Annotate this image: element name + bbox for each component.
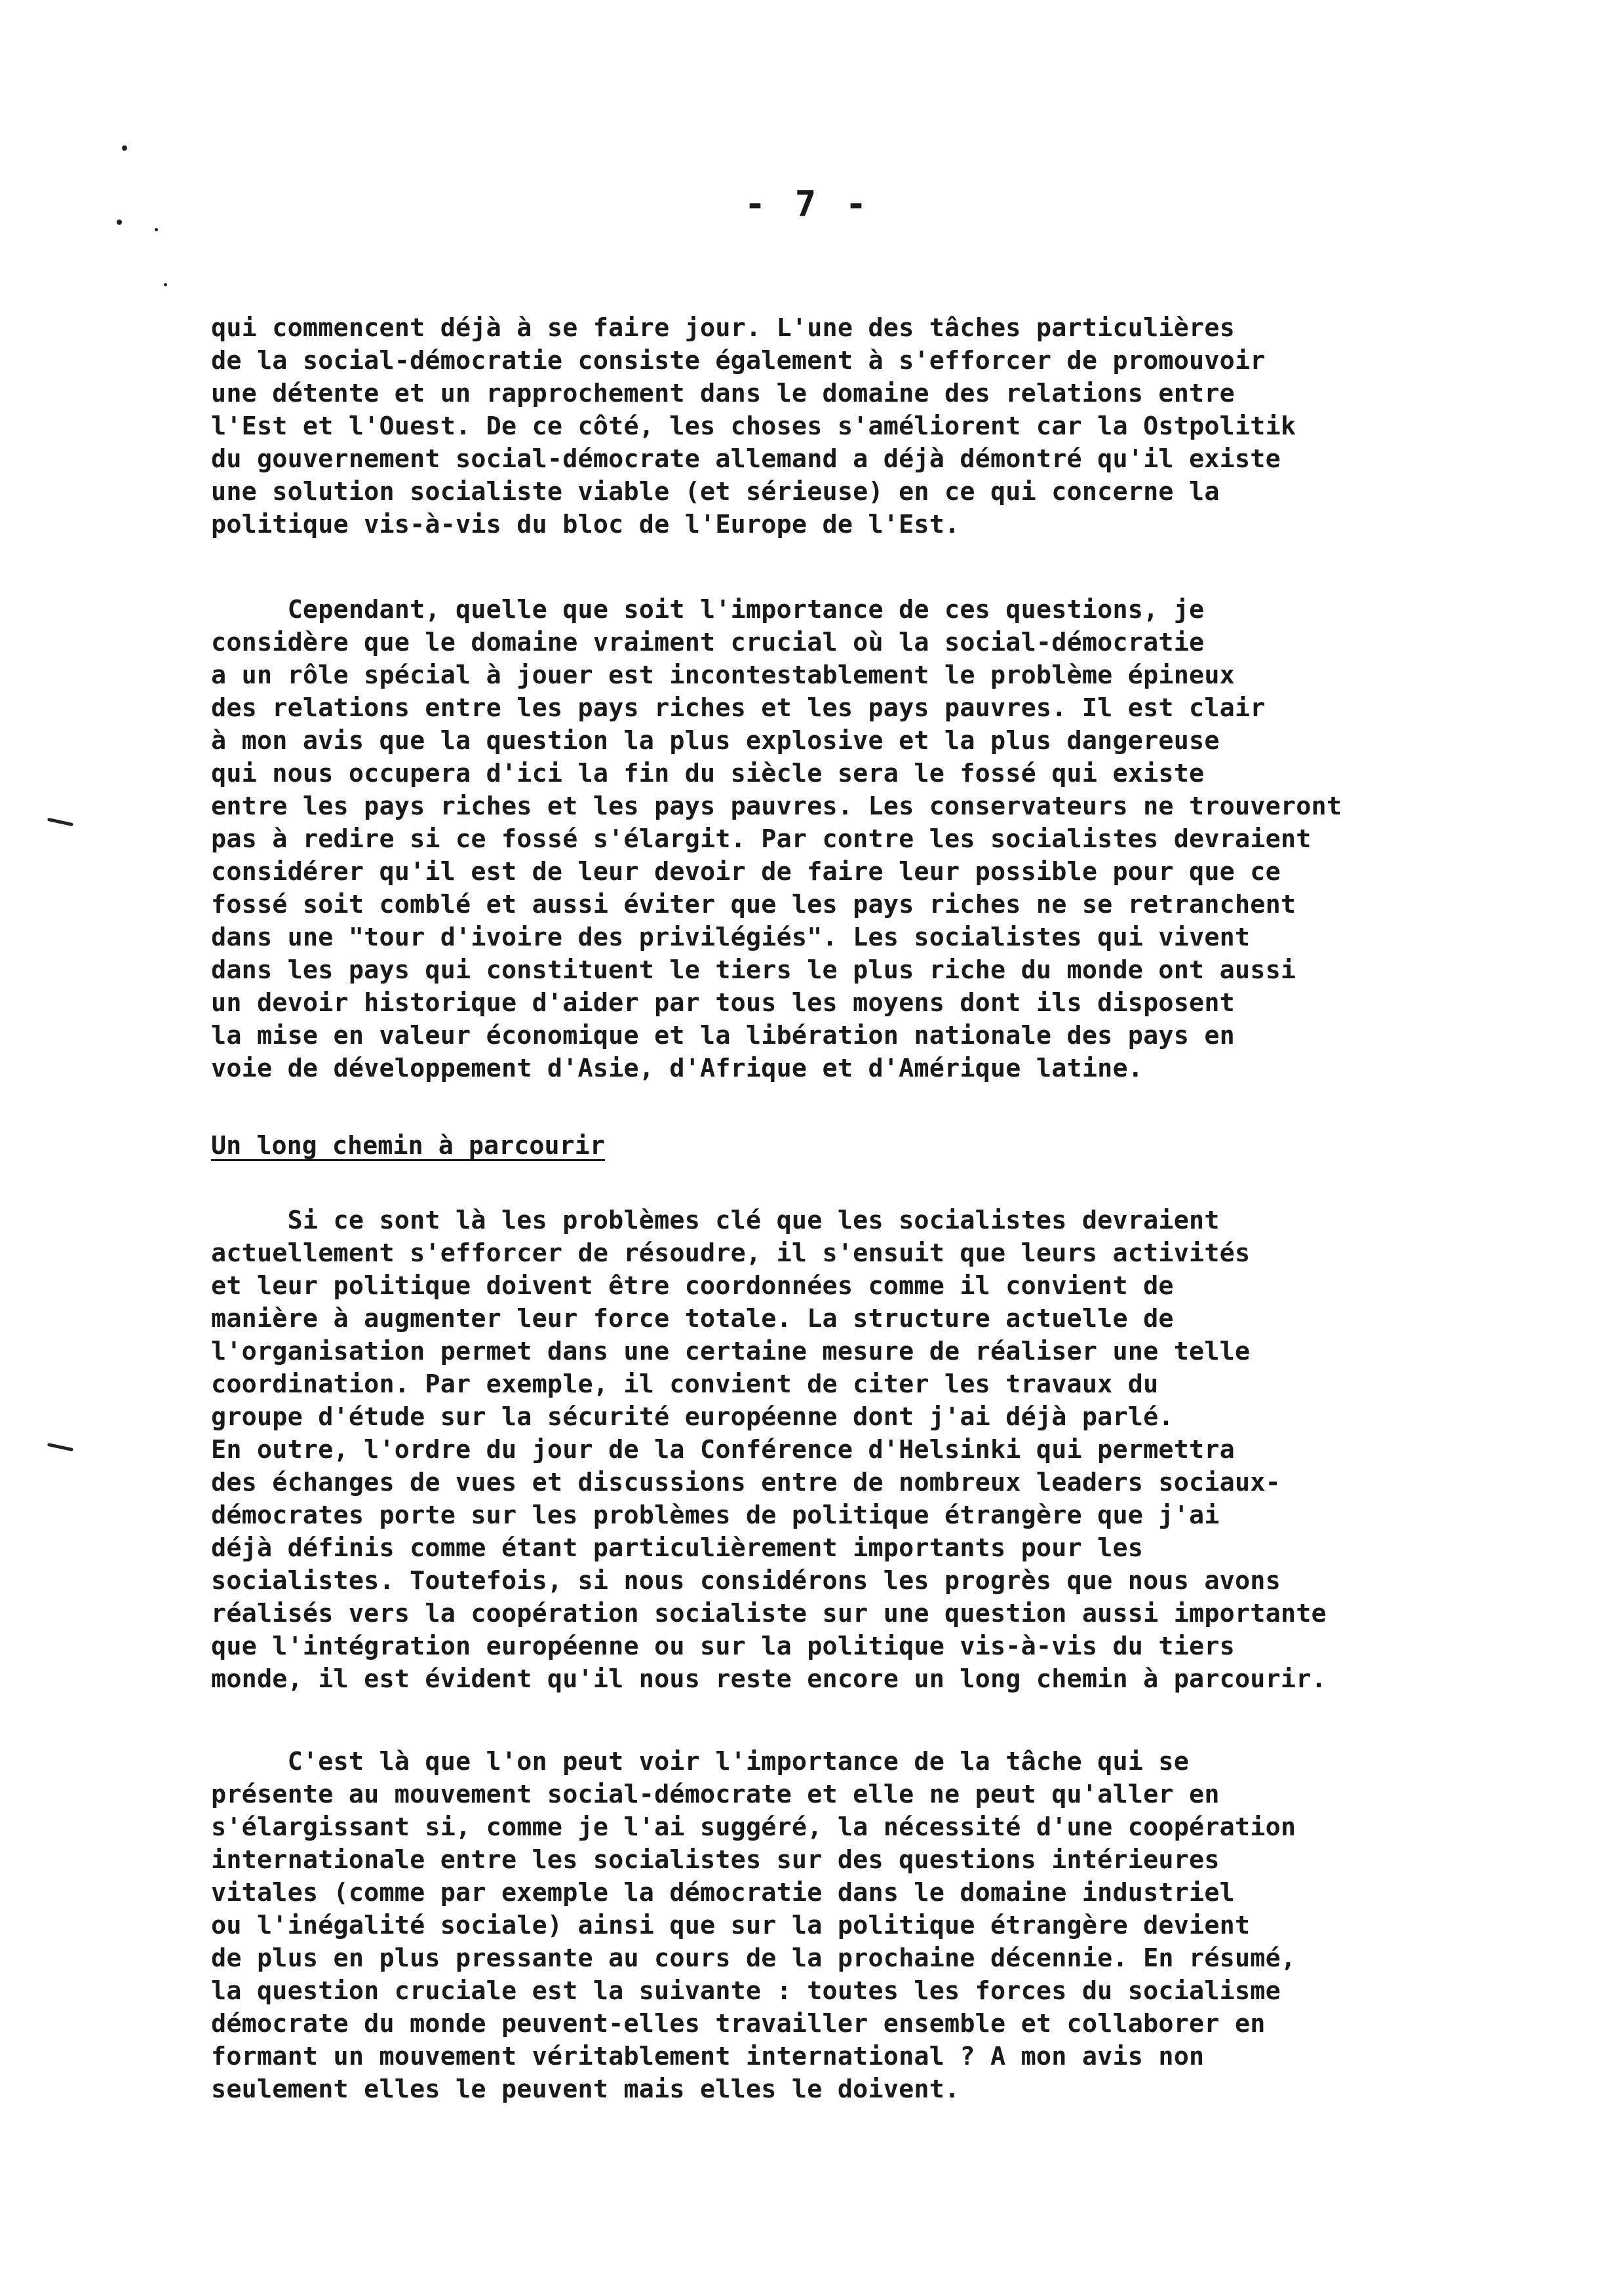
- page-number: - 7 -: [744, 183, 871, 225]
- text-line: présente au mouvement social-démocrate et elle ne peut qu'aller en: [211, 1780, 1220, 1809]
- text-line: politique vis-à-vis du bloc de l'Europe de l'Est.: [211, 510, 960, 539]
- text-line: coordination. Par exemple, il convient de citer les travaux du: [211, 1369, 1159, 1399]
- text-line: voie de développement d'Asie, d'Afrique et d'Amérique latine.: [211, 1054, 1144, 1083]
- text-line: socialistes. Toutefois, si nous considérons les progrès que nous avons: [211, 1566, 1281, 1596]
- paragraph: [211, 1746, 1443, 2106]
- text-line: des relations entre les pays riches et les pays pauvres. Il est clair: [211, 693, 1266, 723]
- text-line: de plus en plus pressante au cours de la prochaine décennie. En résumé,: [211, 1943, 1296, 1973]
- text-line: qui commencent déjà à se faire jour. L'une des tâches particulières: [211, 313, 1235, 343]
- paragraph: [211, 312, 1443, 541]
- text-line: de la social-démocratie consiste également à s'efforcer de promouvoir: [211, 346, 1266, 375]
- margin-speck: [122, 145, 127, 151]
- text-line: une détente et un rapprochement dans le domaine des relations entre: [211, 379, 1235, 408]
- text-line: dans une "tour d'ivoire des privilégiés". Les socialistes qui vivent: [211, 923, 1251, 952]
- text-line: l'organisation permet dans une certaine mesure de réaliser une telle: [211, 1337, 1251, 1366]
- text-line: C'est là que l'on peut voir l'importance de la tâche qui se: [211, 1747, 1190, 1776]
- text-line: démocrates porte sur les problèmes de politique étrangère que j'ai: [211, 1501, 1220, 1530]
- text-line: actuellement s'efforcer de résoudre, il s'ensuit que leurs activités: [211, 1238, 1251, 1268]
- document-body: [211, 312, 1443, 2106]
- text-line: réalisés vers la coopération socialiste sur une question aussi importante: [211, 1599, 1327, 1628]
- text-line: fossé soit comblé et aussi éviter que les pays riches ne se retranchent: [211, 890, 1296, 919]
- text-line: En outre, l'ordre du jour de la Conférence d'Helsinki qui permettra: [211, 1435, 1235, 1464]
- text-line: s'élargissant si, comme je l'ai suggéré, la nécessité d'une coopération: [211, 1812, 1296, 1842]
- text-line: formant un mouvement véritablement international ? A mon avis non: [211, 2042, 1205, 2071]
- margin-speck: [164, 283, 167, 286]
- text-line: l'Est et l'Ouest. De ce côté, les choses s'améliorent car la Ostpolitik: [211, 411, 1296, 441]
- text-line: la question cruciale est la suivante : toutes les forces du socialisme: [211, 1976, 1281, 2006]
- text-line: entre les pays riches et les pays pauvres. Les conservateurs ne trouveront: [211, 792, 1342, 821]
- text-line: et leur politique doivent être coordonnées comme il convient de: [211, 1271, 1174, 1301]
- text-line: monde, il est évident qu'il nous reste encore un long chemin à parcourir.: [211, 1664, 1327, 1694]
- text-line: démocrate du monde peuvent-elles travailler ensemble et collaborer en: [211, 2009, 1266, 2038]
- text-line: considérer qu'il est de leur devoir de faire leur possible pour que ce: [211, 857, 1281, 887]
- text-line: manière à augmenter leur force totale. La structure actuelle de: [211, 1304, 1174, 1333]
- text-line: déjà définis comme étant particulièrement importants pour les: [211, 1533, 1144, 1563]
- text-line: du gouvernement social-démocrate allemand a déjà démontré qu'il existe: [211, 444, 1281, 474]
- text-line: que l'intégration européenne ou sur la politique vis-à-vis du tiers: [211, 1632, 1235, 1661]
- section: [211, 1130, 1443, 1162]
- margin-hole-mark: [47, 818, 73, 826]
- text-line: qui nous occupera d'ici la fin du siècle sera le fossé qui existe: [211, 759, 1205, 788]
- paragraph: [211, 1204, 1443, 1696]
- section-heading: Un long chemin à parcourir: [211, 1131, 605, 1160]
- margin-hole-mark: [47, 1443, 73, 1451]
- text-line: considère que le domaine vraiment crucial où la social-démocratie: [211, 628, 1205, 657]
- paragraph: [211, 594, 1443, 1085]
- text-line: vitales (comme par exemple la démocratie dans le domaine industriel: [211, 1878, 1235, 1907]
- text-line: Si ce sont là les problèmes clé que les socialistes devraient: [211, 1206, 1220, 1235]
- text-line: internationale entre les socialistes sur des questions intérieures: [211, 1845, 1220, 1875]
- text-line: groupe d'étude sur la sécurité européenne dont j'ai déjà parlé.: [211, 1402, 1174, 1432]
- text-line: à mon avis que la question la plus explosive et la plus dangereuse: [211, 726, 1220, 756]
- text-line: dans les pays qui constituent le tiers le plus riche du monde ont aussi: [211, 955, 1296, 985]
- text-line: une solution socialiste viable (et sérieuse) en ce qui concerne la: [211, 477, 1220, 507]
- text-line: la mise en valeur économique et la libération nationale des pays en: [211, 1021, 1235, 1050]
- text-line: un devoir historique d'aider par tous les moyens dont ils disposent: [211, 988, 1235, 1018]
- text-line: a un rôle spécial à jouer est incontestablement le problème épineux: [211, 660, 1235, 690]
- text-line: seulement elles le peuvent mais elles le doivent.: [211, 2075, 960, 2104]
- text-line: pas à redire si ce fossé s'élargit. Par contre les socialistes devraient: [211, 824, 1312, 854]
- text-line: Cependant, quelle que soit l'importance de ces questions, je: [211, 595, 1205, 624]
- text-line: des échanges de vues et discussions entre de nombreux leaders sociaux-: [211, 1468, 1281, 1497]
- text-line: ou l'inégalité sociale) ainsi que sur la politique étrangère devient: [211, 1911, 1251, 1940]
- margin-speck: [155, 228, 158, 231]
